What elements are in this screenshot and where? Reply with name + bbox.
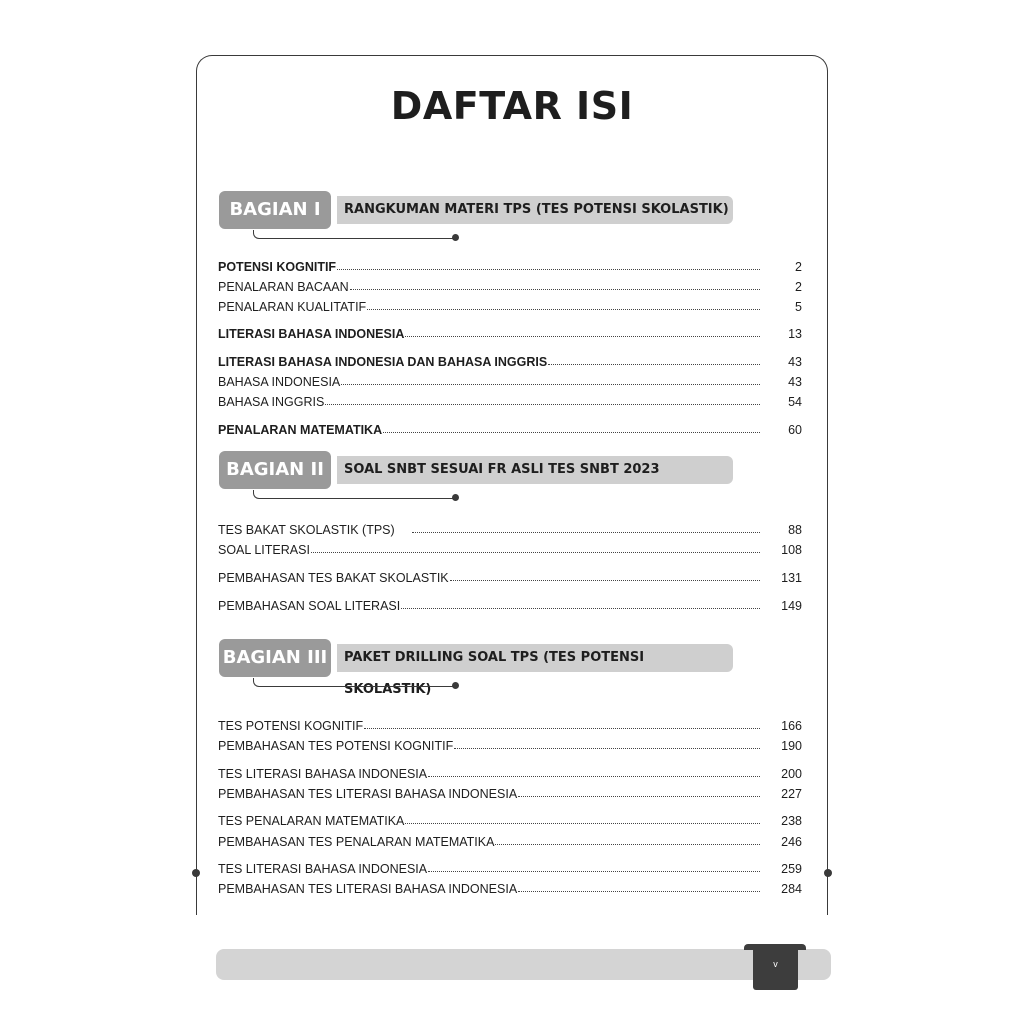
- toc-entry-label: LITERASI BAHASA INDONESIA DAN BAHASA INGGRIS: [218, 355, 548, 369]
- section-connector: [253, 490, 456, 499]
- toc-entry-page: 131: [781, 571, 802, 585]
- toc-entry-page: 166: [781, 719, 802, 733]
- toc-entry[interactable]: [218, 519, 802, 537]
- toc-entry-page: 13: [788, 327, 802, 341]
- section-badge: BAGIAN II: [219, 451, 331, 489]
- section-heading: PAKET DRILLING SOAL TPS (TES POTENSI SKOLASTIK): [344, 650, 645, 697]
- toc-entry[interactable]: [218, 810, 802, 828]
- toc-entry-label: PEMBAHASAN SOAL LITERASI: [218, 599, 401, 613]
- toc-entry-page: 54: [788, 395, 802, 409]
- toc-entry[interactable]: [218, 276, 802, 294]
- toc-leader-dots: [341, 383, 760, 385]
- toc-leader-dots: [401, 607, 760, 609]
- section-badge: BAGIAN III: [219, 639, 331, 677]
- toc-entry-label: PEMBAHASAN TES PENALARAN MATEMATIKA: [218, 835, 495, 849]
- connector-dot: [452, 234, 459, 241]
- toc-entry[interactable]: [218, 371, 802, 389]
- connector-dot: [452, 494, 459, 501]
- toc-entry-label: PEMBAHASAN TES BAKAT SKOLASTIK: [218, 571, 449, 585]
- toc-leader-dots: [454, 747, 760, 749]
- toc-entry-label: PENALARAN BACAAN: [218, 280, 349, 294]
- toc-entry-page: 60: [788, 423, 802, 437]
- toc-leader-dots: [367, 308, 760, 310]
- toc-entry-page: 5: [795, 300, 802, 314]
- toc-leader-dots: [350, 288, 760, 290]
- toc-entry-label: PEMBAHASAN TES POTENSI KOGNITIF: [218, 739, 454, 753]
- toc-entry-label: BAHASA INGGRIS: [218, 395, 325, 409]
- toc-leader-dots: [495, 843, 760, 845]
- toc-entry-label: PENALARAN KUALITATIF: [218, 300, 367, 314]
- toc-leader-dots: [450, 579, 760, 581]
- toc-entry[interactable]: [218, 296, 802, 314]
- toc-entry-label: POTENSI KOGNITIF: [218, 260, 337, 274]
- toc-entry-page: 238: [781, 814, 802, 828]
- toc-leader-dots: [383, 431, 760, 433]
- toc-entry[interactable]: [218, 256, 802, 274]
- section-bagian-3: [219, 642, 735, 722]
- toc-leader-dots: [337, 268, 760, 270]
- toc-leader-dots: [428, 775, 760, 777]
- section-heading: SOAL SNBT SESUAI FR ASLI TES SNBT 2023: [344, 462, 660, 477]
- toc-entry-page: 227: [781, 787, 802, 801]
- toc-entry-page: 88: [788, 523, 802, 537]
- toc-entry-page: 43: [788, 375, 802, 389]
- toc-entry[interactable]: [218, 715, 802, 733]
- toc-leader-dots: [518, 890, 760, 892]
- toc-entry-page: 2: [795, 260, 802, 274]
- toc-entry[interactable]: [218, 419, 802, 437]
- toc-entry-page: 108: [781, 543, 802, 557]
- toc-entry-label: TES PENALARAN MATEMATIKA: [218, 814, 405, 828]
- toc-entry[interactable]: [218, 735, 802, 753]
- toc-leader-dots: [405, 335, 760, 337]
- toc-leader-dots: [311, 551, 760, 553]
- page-number: v: [753, 944, 798, 990]
- toc-entry-page: 190: [781, 739, 802, 753]
- toc-leader-dots: [364, 727, 760, 729]
- toc-entry-page: 284: [781, 882, 802, 896]
- toc-entry[interactable]: [218, 351, 802, 369]
- page-title: DAFTAR ISI: [390, 84, 634, 128]
- toc-entry[interactable]: [218, 783, 802, 801]
- frame-dot-right: [824, 869, 832, 877]
- toc-entry-label: TES BAKAT SKOLASTIK (TPS): [218, 523, 395, 537]
- toc-entry-label: TES LITERASI BAHASA INDONESIA: [218, 767, 428, 781]
- section-badge: BAGIAN I: [219, 191, 331, 229]
- toc-entry-page: 259: [781, 862, 802, 876]
- toc-entry-label: TES POTENSI KOGNITIF: [218, 719, 364, 733]
- toc-entry[interactable]: [218, 831, 802, 849]
- toc-entry-label: PENALARAN MATEMATIKA: [218, 423, 383, 437]
- toc-entry-label: SOAL LITERASI: [218, 543, 310, 557]
- toc-entry-label: BAHASA INDONESIA: [218, 375, 341, 389]
- toc-entry-label: TES LITERASI BAHASA INDONESIA: [218, 862, 428, 876]
- toc-leader-dots: [518, 795, 760, 797]
- section-connector: [253, 230, 456, 239]
- toc-entry[interactable]: [218, 391, 802, 409]
- toc-entry[interactable]: [218, 858, 802, 876]
- toc-entry[interactable]: [218, 763, 802, 781]
- toc-entry-label: LITERASI BAHASA INDONESIA: [218, 327, 405, 341]
- toc-leader-dots: [548, 363, 760, 365]
- toc-entry[interactable]: [218, 567, 802, 585]
- toc-entry[interactable]: [218, 323, 802, 341]
- toc-entry[interactable]: [218, 595, 802, 613]
- toc-entry[interactable]: [218, 539, 802, 557]
- toc-leader-dots: [412, 531, 760, 533]
- toc-entry[interactable]: [218, 878, 802, 896]
- connector-dot: [452, 682, 459, 689]
- toc-entry-page: 200: [781, 767, 802, 781]
- toc-entry-page: 246: [781, 835, 802, 849]
- section-heading: RANGKUMAN MATERI TPS (TES POTENSI SKOLASTIK): [344, 202, 729, 217]
- toc-entry-label: PEMBAHASAN TES LITERASI BAHASA INDONESIA: [218, 882, 518, 896]
- frame-dot-left: [192, 869, 200, 877]
- toc-entry-page: 43: [788, 355, 802, 369]
- toc-leader-dots: [405, 822, 760, 824]
- footer-bar: [216, 949, 831, 980]
- toc-entry-page: 149: [781, 599, 802, 613]
- toc-entry-label: PEMBAHASAN TES LITERASI BAHASA INDONESIA: [218, 787, 518, 801]
- toc-entry-page: 2: [795, 280, 802, 294]
- section-connector: [253, 678, 456, 687]
- toc-leader-dots: [428, 870, 760, 872]
- toc-leader-dots: [325, 403, 760, 405]
